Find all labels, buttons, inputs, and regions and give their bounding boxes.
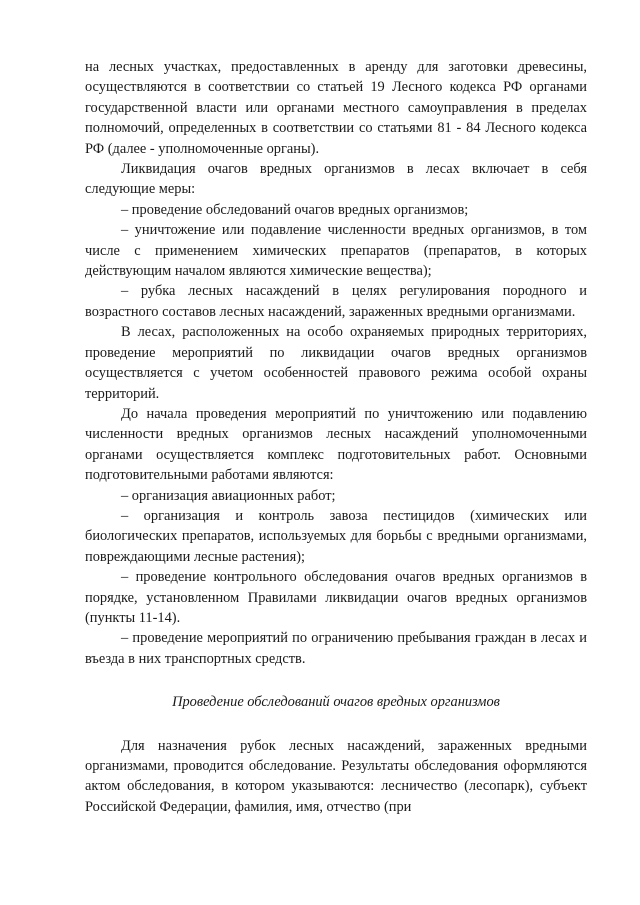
paragraph-measures-intro: Ликвидация очагов вредных организмов в лесах включает в себя следующие меры: (85, 161, 587, 198)
section-paragraph: Для назначения рубок лесных насаждений, зараженных вредными организмами, проводится обследование. Результаты обследования оформляются актом обследования, в котором указываются: лесничество (лесопарк), субъект Российской Федерации, фамилия, имя, отчество (при (85, 737, 587, 815)
list-item-pesticides: – организация и контроль завоза пестицидов (химических или биологических препаратов, используемых для борьбы с вредными организмами, повреждающими лесные растения); (85, 507, 587, 565)
paragraph-preparatory-works: До начала проведения мероприятий по уничтожению или подавлению численности вредных организмов лесных насаждений уполномоченными органами осуществляется комплекс подготовительных работ. Основными подготовительными работами являются: (85, 405, 587, 484)
list-item-restriction: – проведение мероприятий по ограничению пребывания граждан в лесах и въезда в них транспортных средств. (85, 630, 587, 667)
paragraph-protected-areas: В лесах, расположенных на особо охраняемых природных территориях, проведение мероприятий по ликвидации очагов вредных организмов осуществляется с учетом особенностей правового режима особой охраны территорий. (85, 324, 587, 402)
list-item-survey: – проведение обследований очагов вредных организмов; (121, 201, 469, 218)
list-item-aviation: – организация авиационных работ; (121, 487, 336, 504)
list-item-control-survey: – проведение контрольного обследования очагов вредных организмов в порядке, установленном Правилами ликвидации очагов вредных организмов (пункты 11-14). (85, 569, 587, 626)
document-page (85, 57, 587, 817)
paragraph-continuation: на лесных участках, предоставленных в аренду для заготовки древесины, осуществляются в соответствии со статьей 19 Лесного кодекса РФ органами государственной власти или органами местного самоуправления в пределах полномочий, определенных в соответствии со статьями 81 - 84 Лесного кодекса РФ (далее - уполномоченные органы). (85, 59, 587, 157)
list-item-felling: – рубка лесных насаждений в целях регулирования породного и возрастного составов лесных насаждений, зараженных вредными организмами. (85, 283, 587, 320)
section-heading: Проведение обследований очагов вредных организмов (172, 694, 500, 711)
list-item-destruction: – уничтожение или подавление численности вредных организмов, в том числе с применением химических препаратов (препаратов, в которых действующим началом являются химические вещества); (85, 222, 587, 280)
